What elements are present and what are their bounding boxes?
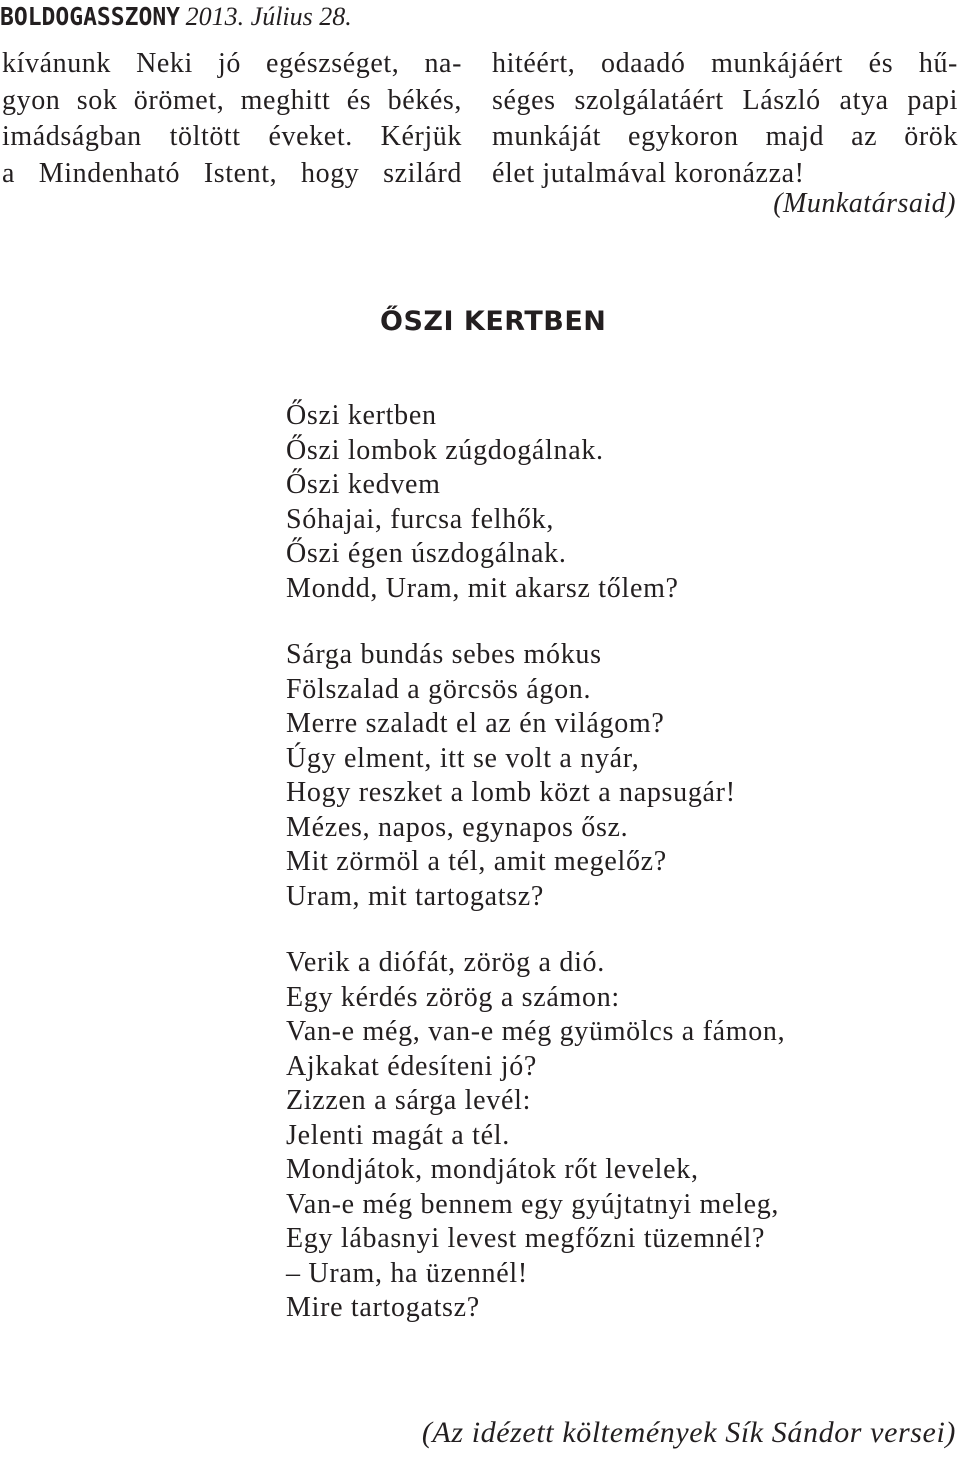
left-line: kívánunk Neki jó egészséget, na-: [2, 48, 462, 79]
poem-line: Van-e még, van-e még gyümölcs a fámon,: [286, 1016, 786, 1047]
poem-line: Sóhajai, furcsa felhők,: [286, 503, 555, 535]
poem-line: Van-e még bennem egy gyújtatnyi meleg,: [286, 1188, 780, 1220]
poem-line: Mire tartogatsz?: [286, 1292, 480, 1323]
poem-line: Fölszalad a görcsös ágon.: [286, 673, 592, 705]
poem-line: Mit zörmöl a tél, amit megelőz?: [286, 846, 667, 877]
poem-line: Egy lábasnyi levest megfőzni tüzemnél?: [286, 1223, 766, 1254]
right-text-column: [492, 46, 958, 192]
left-line: gyon sok örömet, meghitt és békés,: [2, 84, 462, 116]
right-line: élet jutalmával koronázza!: [492, 157, 805, 189]
poem-body: [286, 399, 785, 1326]
poem-attribution: (Az idézett költemények Sík Sándor versei): [421, 1416, 956, 1449]
poem-line: Zizzen a sárga levél:: [286, 1085, 532, 1116]
left-text-column: [2, 46, 462, 192]
poem-line: Jelenti magát a tél.: [286, 1119, 510, 1151]
poem-line: – Uram, ha üzennél!: [286, 1257, 528, 1289]
right-line: hitéért, odaadó munkájáért és hű-: [492, 48, 958, 79]
poem-line: Egy kérdés zörög a számon:: [286, 981, 620, 1013]
poem-line: Merre szaladt el az én világom?: [286, 708, 665, 739]
right-line: séges szolgálatáért László atya papi: [492, 84, 958, 116]
issue-date: 2013. Július 28.: [185, 2, 352, 31]
poem-line: Mondjátok, mondjátok rőt levelek,: [286, 1154, 699, 1185]
poem-line: Mondd, Uram, mit akarsz tőlem?: [286, 572, 679, 604]
publication-name: BOLDOGASSZONY: [0, 2, 181, 31]
poem-stanza: [286, 399, 785, 606]
poem-line: Hogy reszket a lomb közt a napsugár!: [286, 777, 736, 808]
poem-line: Őszi égen úszdogálnak.: [286, 538, 567, 569]
poem-line: Sárga bundás sebes mókus: [286, 639, 602, 670]
poem-line: Ajkakat édesíteni jó?: [286, 1050, 538, 1082]
left-line: imádságban töltött éveket. Kérjük: [2, 121, 462, 152]
poem-stanza: [286, 638, 785, 914]
article-signature: (Munkatársaid): [773, 188, 956, 219]
poem-line: Mézes, napos, egynapos ősz.: [286, 811, 629, 843]
poem-line: Őszi lombok zúgdogálnak.: [286, 434, 604, 466]
left-line: a Mindenható Istent, hogy szilárd: [2, 157, 462, 189]
poem-title: ŐSZI KERTBEN: [380, 306, 607, 337]
page-header: [0, 2, 352, 32]
poem-line: Úgy elment, itt se volt a nyár,: [286, 742, 640, 774]
poem-line: Verik a diófát, zörög a dió.: [286, 947, 605, 978]
poem-stanza: [286, 946, 785, 1326]
poem-line: Őszi kedvem: [286, 469, 441, 500]
poem-line: Uram, mit tartogatsz?: [286, 880, 545, 912]
right-line: munkáját egykoron majd az örök: [492, 121, 958, 152]
poem-line: Őszi kertben: [286, 400, 437, 431]
